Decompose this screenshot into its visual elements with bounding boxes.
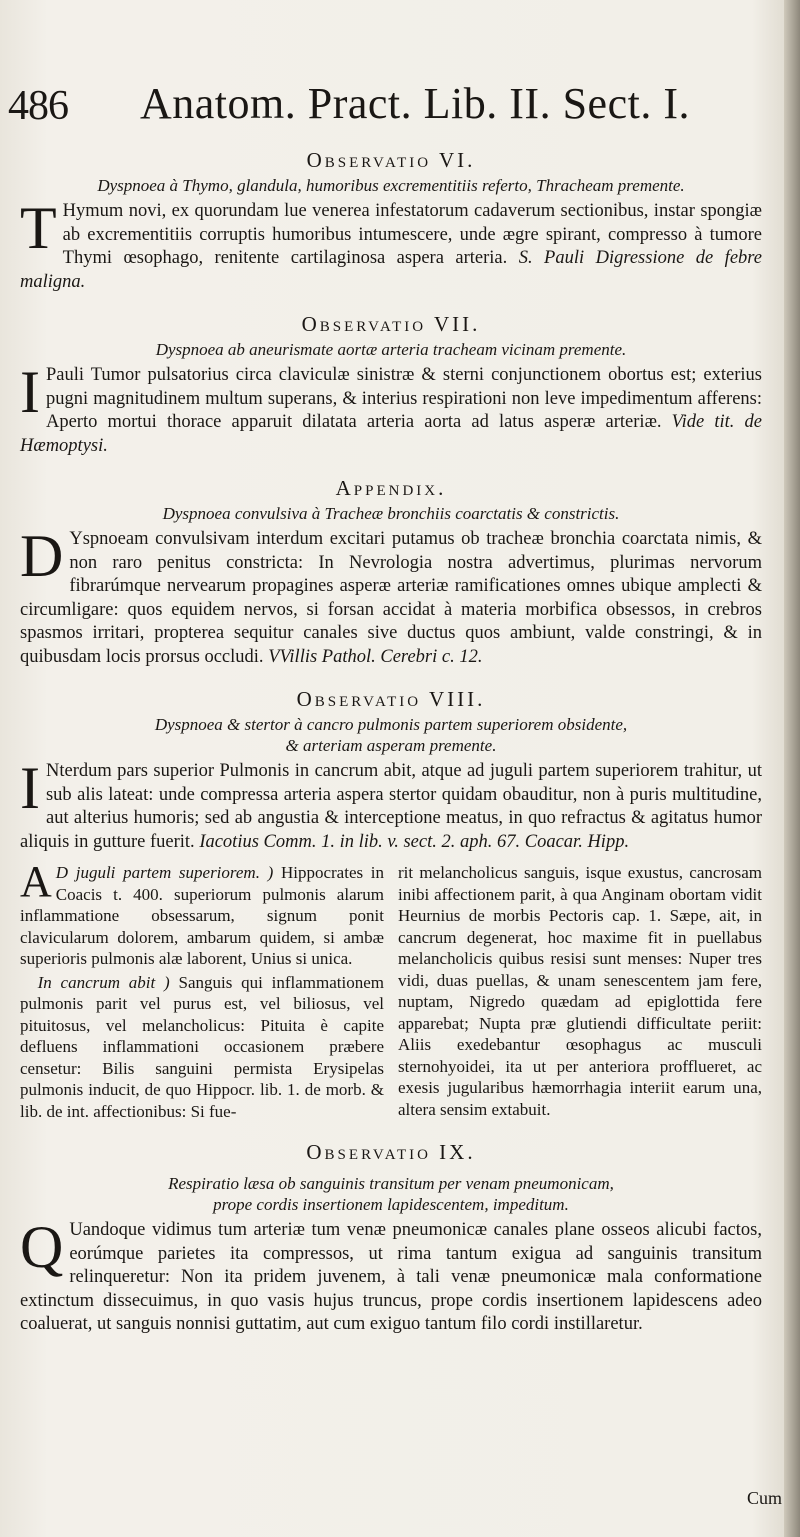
drop-cap: I [20, 359, 40, 425]
page-header [8, 78, 768, 138]
commentary-paragraph: rit melancholicus sanguis, isque exustus, cancrosam inibi affectionem parit, à qua Anginam obortam vidit Heurnius de morbis Pectoris cap. 1. Sæpe, ait, in cancrum degenerat, hoc maxime fit in puellabus melancholicis quibus resisi sunt menses: Nuper tres vidi, duas puellas, & unam senescentem jam fere, nuptam, Nigredo quædam ad epiglottida fere apparebat; Nupta præ glutiendi difficultate periit: Aliis exedebantur œsophagus ac musculi sternohyoidei, ita ut per anteriora profflueret, ac exesis jugularibus hæmorrhagia interiit earum una, altera sensim extabuit. [398, 863, 762, 1119]
observation-7-subtitle: Dyspnoea ab aneurismate aortæ arteria tracheam vicinam premente. [155, 340, 627, 359]
citation: S. Pauli Digressione de febre maligna. [20, 248, 763, 292]
observation-6-subtitle: Dyspnoea à Thymo, glandula, humoribus excrementitiis referto, Thracheam premente. [97, 176, 685, 195]
observation-7-title: Observatio VII. [301, 312, 481, 336]
observation-9-title: Observatio IX. [306, 1140, 476, 1164]
appendix-subtitle: Dyspnoea convulsiva à Tracheæ bronchiis coarctatis & constrictis. [162, 504, 620, 523]
commentary-right-column [398, 862, 762, 1124]
observation-9-text: Q Uandoque vidimus tum arteriæ tum venæ pneumonicæ canales plane osseos alicubi factos, eorúmque parietes ita compressos, ut rima tantum exigua ad sanguinis transitum relinqueretur: Non ita pridem juvenem, à tali venæ pneumonicæ mala conformatione extinctum dissecuimus, in quo vasis hujus truncus, prope cordis insertionem lapidescens adeo coaluerat, ut sanguis nonnisi guttatim, aut cum exiguo tantum filo cordi instillaretur. [20, 1214, 762, 1334]
running-head: Anatom. Pract. Lib. II. Sect. I. [140, 79, 690, 128]
page-number: 486 [8, 83, 68, 129]
drop-cap: D [20, 523, 64, 589]
commentary-paragraph: In cancrum abit ) Sanguis qui inflammationem pulmonis parit vel purus est, vel biliosus, vel pituitosus, vel melancholicus: Pituita è capite defluens inflammationi occasionem præbere censetur: Bilis sanguini permista Erysipelas pulmonis inducit, de quo Hippocr. lib. 1. de morb. & lib. de int. affectionibus: Si fue- [20, 972, 384, 1121]
commentary-left-column [20, 857, 384, 1124]
drop-cap: Q [20, 1214, 64, 1280]
citation: Vide tit. de Hæmoptysi. [20, 412, 762, 456]
citation: VVillis Pathol. Cerebri c. 12. [268, 646, 483, 667]
drop-cap: I [20, 755, 40, 821]
observation-6-text: T Hymum novi, ex quorundam lue venerea infestatorum cadaverum sectionibus, instar spongiæ ab excrementitiis corruptis humoribus intumescere, unde ægre spirant, compresso à tumore Thymi œsophago, renitente cartilaginosa aspera arteria. S. Pauli Digressione de febre maligna. [20, 195, 763, 292]
observation-8-title: Observatio VIII. [296, 687, 486, 711]
observation-8-text: I Nterdum pars superior Pulmonis in cancrum abit, atque ad juguli partem superiorem trahitur, ut sub alis lateat: unde compressa arteria aspera stertor quidam obauditur, non à puris multitudine, aut alterius humoris; sed ab angustia & interceptione meatus, in quo refractus & agitatus humor aliquis in gutture fuerit. Iacotius Comm. 1. in lib. v. sect. 2. aph. 67. Coacar. Hipp. [20, 755, 762, 852]
appendix-text: D Yspnoeam convulsivam interdum excitari putamus ob tracheæ bronchia coarctata nimis, & non raro penitus constricta: In Nevrologia nostra advertimus, plurimas nervorum fibrarúmque nervearum propagines asperæ arteriæ ramificationes omnes ubique amplecti & circumligare: quos equidem nervos, si forsan accidat à materia morbifica obsessos, in crebros spasmos irritari, propterea sequitur canales sive ductus quos ambiunt, valde constringi, & in quibusdam locis prorsus occludi. VVillis Pathol. Cerebri c. 12. [20, 523, 762, 667]
commentary-paragraph: A D juguli partem superiorem. ) Hippocrates in Coacis t. 400. superiorum pulmonis alarum inflammatione obsessarum, signum ponit clavicularum dolorem, ambarum quidem, si ambæ superioris pulmonis alæ laborent, Unius si unica. [20, 857, 384, 968]
appendix-title: Appendix. [335, 476, 447, 500]
citation: Iacotius Comm. 1. in lib. v. sect. 2. aph. 67. Coacar. Hipp. [199, 831, 630, 852]
page-content [20, 142, 762, 1343]
observation-7-text: I Pauli Tumor pulsatorius circa claviculæ sinistræ & sterni conjunctionem obortus est; exterius pugni magnitudinem multum superans, & interius respirationi non leve impedimentum afferens: Aperto mortui thorace apparuit dilatata arteria aorta ad latus asperæ arteriæ. Vide tit. de Hæmoptysi. [20, 359, 762, 456]
lemma: D juguli partem superiorem. ) [55, 863, 274, 882]
commentary-columns [20, 857, 762, 1124]
catchword: Cum [746, 1488, 782, 1508]
observation-6-title: Observatio VI. [306, 148, 476, 172]
page-edge-shadow [784, 0, 800, 1537]
lemma: In cancrum abit ) [37, 972, 170, 992]
observation-9-subtitle: Respiratio læsa ob sanguinis transitum per venam pneumonicam, prope cordis insertionem lapidescentem, impeditum. [168, 1174, 614, 1214]
drop-cap: T [20, 195, 57, 261]
observation-8-subtitle: Dyspnoea & stertor à cancro pulmonis partem superiorem obsidente, & arteriam asperam premente. [154, 715, 628, 755]
drop-cap: A [20, 857, 52, 906]
